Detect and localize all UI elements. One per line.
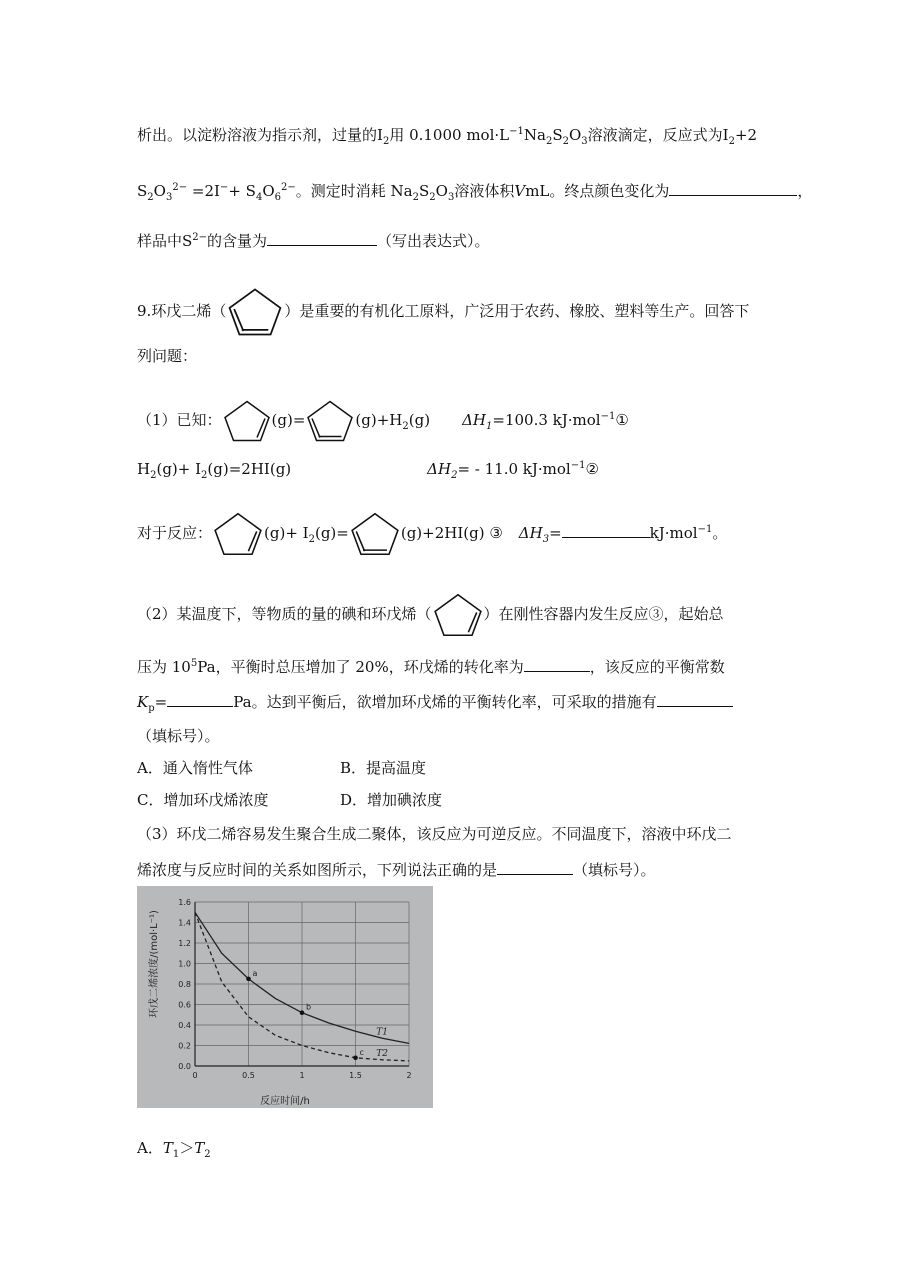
text: 压为 10 (137, 658, 191, 676)
text: +2 (734, 126, 758, 144)
text: B．提高温度 (340, 759, 427, 777)
chart-y-label: 环戊二烯浓度/(mol·L⁻¹) (149, 910, 160, 1018)
text: =2I (191, 182, 220, 200)
text-line-1 (137, 122, 757, 152)
y-tick-label: 1.0 (178, 959, 191, 969)
series-label-t1: T1 (376, 1027, 388, 1038)
chart-x-label: 反应时间/h (260, 1096, 310, 1107)
part-1-eq1 (137, 398, 629, 444)
text: 溶液体积 (454, 182, 515, 200)
text: ）在刚性容器内发生反应③，起始总 (483, 605, 724, 623)
data-point-a (246, 977, 251, 982)
question-9-stem (137, 286, 749, 338)
sub: 2 (308, 534, 315, 545)
text: Na (523, 126, 546, 144)
sub: 3 (165, 192, 173, 203)
text: Pa。达到平衡后，欲增加环戊烯的平衡转化率，可采取的措施有 (233, 693, 657, 711)
y-tick-label: 0.4 (178, 1021, 191, 1030)
text: 烯浓度与反应时间的关系如图所示，下列说法正确的是 (137, 861, 498, 879)
y-tick-label: 0.0 (178, 1062, 191, 1071)
text: mL。终点颜色变化为 (525, 182, 670, 200)
text: ＞ (179, 1139, 195, 1157)
text: 列问题： (137, 347, 198, 365)
point-label-c: c (359, 1047, 364, 1057)
thiosulfate-ion: $S_2O_3^{2-}$ (137, 182, 188, 203)
cyclopentene-structure-icon (432, 591, 484, 639)
sup: 5 (190, 658, 198, 669)
text: 环戊二烯（ (151, 302, 227, 320)
sub: 2 (382, 136, 390, 147)
y-tick-label: 0.6 (178, 1000, 191, 1010)
text: C．增加环戊烯浓度 (137, 791, 269, 809)
cyclopentene-structure-icon (222, 398, 272, 444)
text: = - 11.0 kJ·mol (457, 460, 571, 478)
part-1-eq2 (137, 456, 599, 486)
text: 用 0.1000 mol·L (389, 126, 510, 144)
sup: −1 (509, 126, 524, 137)
text: O (568, 126, 582, 144)
text: (g)= (314, 524, 349, 542)
concentration-time-chart (137, 886, 433, 1108)
text: = (154, 693, 168, 711)
sub: 3 (542, 534, 550, 545)
text: (g)+ I (156, 460, 202, 478)
answer-blank-measures[interactable] (657, 690, 733, 707)
text: （填标号）。 (137, 727, 220, 745)
answer-blank-color-change[interactable] (669, 179, 797, 196)
sup: −1 (697, 524, 713, 535)
data-point-c (353, 1056, 358, 1061)
text: A．通入惰性气体 (137, 759, 253, 777)
tetrathionate-ion: $S_4O_6^{2-}$ (245, 182, 296, 203)
text: D．增加碘浓度 (340, 791, 443, 809)
point-label-b: b (306, 1002, 312, 1012)
sup: −1 (570, 460, 586, 471)
text: Pa，平衡时总压增加了 20%，环戊烯的转化率为 (197, 658, 524, 676)
text: ① (615, 411, 629, 429)
sup: −1 (600, 411, 616, 422)
text: 溶液滴定，反应式为I (587, 126, 729, 144)
x-tick-label: 1 (299, 1071, 305, 1080)
data-point-b (300, 1010, 305, 1015)
text: （3）环戊二烯容易发生聚合生成二聚体，该反应为可逆反应。不同温度下，溶液中环戊二 (137, 825, 732, 843)
sub: 2 (204, 1149, 211, 1160)
text: (g) (408, 411, 431, 429)
text: （1）已知： (137, 411, 222, 429)
text: 样品中S (137, 232, 193, 250)
text: A． (137, 1139, 163, 1157)
text: 对于反应： (137, 524, 213, 542)
text: S (552, 126, 563, 144)
answer-blank-part-3[interactable] (497, 858, 573, 875)
text-line-3 (137, 228, 490, 251)
text: 。 (712, 524, 728, 542)
point-label-a: a (252, 968, 258, 978)
text: ，该反应的平衡常数 (589, 658, 725, 676)
text: （2）某温度下，等物质的量的碘和环戊烯（ (137, 605, 432, 623)
option-a (137, 758, 253, 778)
x-tick-label: 2 (406, 1071, 412, 1080)
y-tick-label: 0.2 (178, 1041, 191, 1051)
text: 的含量为 (207, 232, 268, 250)
y-tick-label: 1.2 (178, 939, 191, 948)
sub: 2 (412, 192, 419, 203)
t2-symbol: T (194, 1139, 205, 1157)
text: ）是重要的有机化工原料，广泛用于农药、橡胶、塑料等生产。回答下 (284, 302, 750, 320)
text: ， (797, 182, 813, 200)
text: 。测定时消耗 Na (295, 182, 413, 200)
sup: 2− (281, 182, 296, 193)
sub: 6 (274, 192, 282, 203)
text: + (228, 182, 241, 200)
sub: 2 (402, 421, 409, 432)
sub: 2 (562, 136, 569, 147)
x-tick-label: 1.5 (349, 1071, 362, 1080)
part-2-line-2 (137, 654, 725, 677)
sub: 2 (728, 136, 735, 147)
part-2-line-1 (137, 591, 724, 639)
t1-symbol: T (162, 1139, 173, 1157)
sub: 2 (545, 136, 553, 147)
series-label-t2: T2 (376, 1048, 388, 1059)
text: kJ·mol (649, 524, 698, 542)
part-2-line-4 (137, 726, 220, 746)
text: （写出表达式）。 (377, 232, 490, 250)
text: (g)=2HI(g) (207, 460, 292, 478)
cyclopentadiene-structure-icon (349, 510, 401, 558)
text: =100.3 kJ·mol (492, 411, 601, 429)
sub: 3 (581, 136, 588, 147)
text: 析出。以淀粉溶液为指示剂，过量的I (137, 126, 383, 144)
part-2-line-3 (137, 690, 733, 719)
text: (g)+H (355, 411, 403, 429)
question-number: 9. (137, 302, 152, 320)
text: = (549, 524, 562, 542)
text: (g)= (271, 411, 306, 429)
text: H (137, 460, 151, 478)
sub: p (148, 703, 155, 714)
delta-h: ΔH (518, 524, 543, 542)
y-tick-label: 1.4 (178, 918, 191, 928)
option-b (340, 758, 426, 778)
sub: 2 (150, 470, 157, 481)
question-9-stem-cont (137, 346, 197, 366)
sub: 2 (451, 470, 458, 481)
x-tick-label: 0 (192, 1071, 198, 1080)
text: （填标号）。 (573, 861, 656, 879)
sup: 2− (192, 232, 208, 243)
text: O (435, 182, 448, 200)
sub: 2 (147, 192, 154, 203)
delta-h: ΔH (462, 411, 486, 429)
option-d (340, 790, 442, 810)
delta-h: ΔH (427, 460, 452, 478)
sub: 3 (447, 192, 455, 203)
part-1-eq3 (137, 510, 727, 558)
sup: − (219, 182, 229, 193)
answer-blank-delta-h3[interactable] (562, 521, 650, 538)
sub: 1 (486, 421, 493, 432)
answer-option-a (137, 1138, 211, 1165)
part-3-line-1 (137, 824, 732, 844)
sub: 2 (201, 470, 208, 481)
text: (g)+ I (264, 524, 309, 542)
sub: 2 (429, 192, 436, 203)
cyclopentadiene-structure-icon (305, 398, 355, 444)
text-line-2 (137, 178, 812, 208)
cyclopentene-structure-icon (212, 510, 264, 558)
sub: 4 (255, 192, 263, 203)
y-tick-label: 0.8 (178, 980, 191, 989)
option-c (137, 790, 268, 810)
chart-svg (137, 886, 433, 1108)
sup: 2− (172, 182, 188, 193)
answer-blank-kp[interactable] (167, 690, 233, 707)
kp-symbol: K (137, 693, 149, 711)
answer-blank-s2-content[interactable] (267, 229, 377, 246)
cyclopentadiene-structure-icon (226, 286, 284, 338)
part-3-line-2 (137, 858, 656, 880)
text: S (418, 182, 430, 200)
variable-v: V (514, 182, 526, 200)
y-tick-label: 1.6 (178, 898, 191, 907)
answer-blank-conversion[interactable] (524, 655, 590, 672)
x-tick-label: 0.5 (242, 1071, 255, 1080)
sub: 1 (172, 1149, 180, 1160)
text: (g)+2HI(g) ③ (400, 524, 503, 542)
text: ② (585, 460, 599, 478)
